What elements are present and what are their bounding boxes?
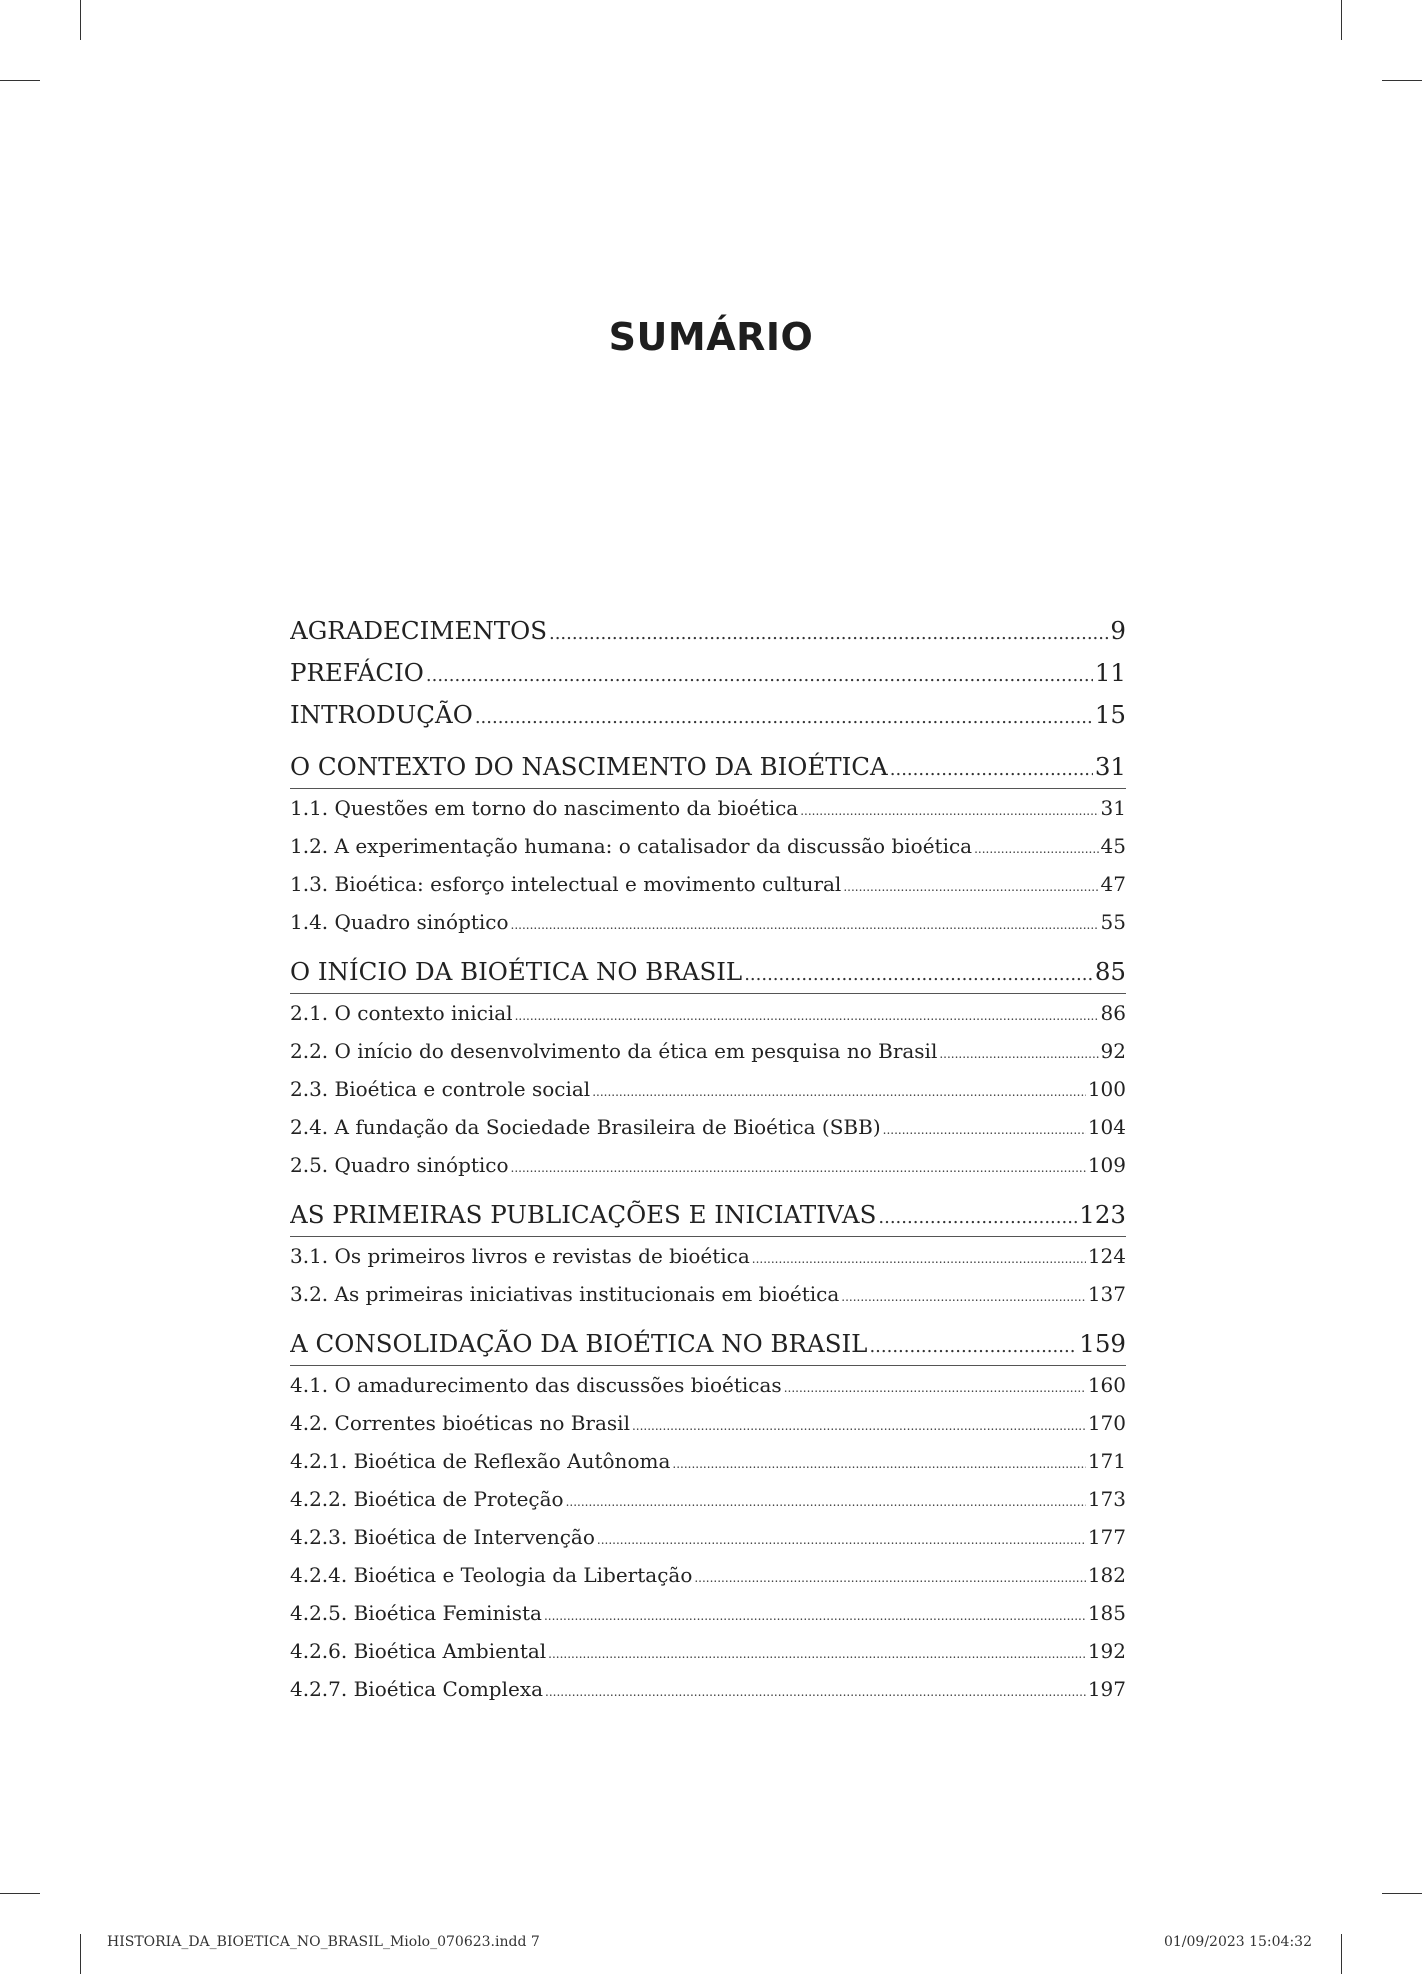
toc-section-label: 4.2.7. Bioética Complexa: [290, 1677, 544, 1701]
dot-leader: [883, 1111, 1086, 1146]
toc-section-label: 4.2.5. Bioética Feminista: [290, 1601, 542, 1625]
toc-section-page: 192: [1087, 1639, 1126, 1663]
toc-section-label: 4.2.6. Bioética Ambiental: [290, 1639, 547, 1663]
toc-section-4-2-4: [290, 1556, 1126, 1594]
dot-leader: [597, 1521, 1086, 1556]
toc-section-page: 182: [1087, 1563, 1126, 1587]
footer-file-name: HISTORIA_DA_BIOETICA_NO_BRASIL_Miolo_070623.indd 7: [107, 1934, 540, 1950]
toc-entry-label: INTRODUÇÃO: [290, 700, 473, 729]
dot-leader: [672, 1445, 1085, 1480]
toc-chapter-page: 31: [1094, 752, 1126, 781]
toc-section-1-1: [290, 789, 1126, 827]
toc-section-3-1: [290, 1237, 1126, 1275]
dot-leader: [939, 1035, 1098, 1070]
toc-chapter-page: 85: [1094, 957, 1126, 986]
toc-section-page: 92: [1100, 1039, 1126, 1063]
dot-leader: [974, 830, 1098, 865]
toc-entry-label: PREFÁCIO: [290, 658, 424, 687]
toc-section-4-1: [290, 1366, 1126, 1404]
toc-chapter-page: 159: [1079, 1329, 1126, 1358]
toc-section-label: 3.2. As primeiras iniciativas institucionais em bioética: [290, 1282, 840, 1306]
toc-section-2-3: [290, 1070, 1126, 1108]
toc-chapter-page: 123: [1079, 1200, 1126, 1229]
toc-section-page: 55: [1100, 910, 1126, 934]
dot-leader: [545, 1673, 1086, 1708]
toc-section-page: 100: [1087, 1077, 1126, 1101]
crop-mark-bottom-right-h: [1382, 1893, 1422, 1894]
toc-section-4-2: [290, 1404, 1126, 1442]
toc-section-label: 3.1. Os primeiros livros e revistas de bioética: [290, 1244, 750, 1268]
toc-section-page: 45: [1100, 834, 1126, 858]
page-title: SUMÁRIO: [608, 315, 814, 360]
dot-leader: [592, 1073, 1086, 1108]
toc-section-page: 104: [1087, 1115, 1126, 1139]
toc-section-label: 2.2. O início do desenvolvimento da ética em pesquisa no Brasil: [290, 1039, 938, 1063]
toc-entry-introducao: [290, 694, 1126, 736]
dot-leader: [744, 954, 1093, 993]
dot-leader: [869, 1326, 1077, 1365]
toc-section-page: 171: [1087, 1449, 1126, 1473]
toc-entry-page: 15: [1094, 700, 1126, 729]
dot-leader: [548, 1635, 1086, 1670]
toc-chapter-label: O INÍCIO DA BIOÉTICA NO BRASIL: [290, 957, 743, 986]
crop-mark-bottom-left-h: [0, 1893, 40, 1894]
toc-section-1-2: [290, 827, 1126, 865]
toc-section-2-1: [290, 994, 1126, 1032]
toc-section-3-2: [290, 1275, 1126, 1313]
toc-section-label: 1.3. Bioética: esforço intelectual e movimento cultural: [290, 872, 842, 896]
crop-mark-bottom-left: [80, 1934, 81, 1974]
dot-leader: [800, 792, 1098, 827]
toc-section-4-2-3: [290, 1518, 1126, 1556]
toc-section-1-3: [290, 865, 1126, 903]
dot-leader: [843, 868, 1098, 903]
toc-chapter-2: [290, 951, 1126, 993]
toc-section-label: 2.3. Bioética e controle social: [290, 1077, 591, 1101]
dot-leader: [515, 997, 1099, 1032]
dot-leader: [475, 697, 1093, 736]
toc-section-page: 173: [1087, 1487, 1126, 1511]
dot-leader: [878, 1197, 1077, 1236]
toc-chapter-1: [290, 746, 1126, 788]
toc-entry-page: 9: [1110, 616, 1126, 645]
toc-chapter-label: A CONSOLIDAÇÃO DA BIOÉTICA NO BRASIL: [290, 1329, 868, 1358]
toc-entry-label: AGRADECIMENTOS: [290, 616, 547, 645]
toc-section-1-4: [290, 903, 1126, 941]
toc-chapter-label: O CONTEXTO DO NASCIMENTO DA BIOÉTICA: [290, 752, 888, 781]
toc-section-page: 160: [1087, 1373, 1126, 1397]
table-of-contents: [290, 610, 1126, 1708]
dot-leader: [890, 749, 1093, 788]
toc-section-label: 4.1. O amadurecimento das discussões bioéticas: [290, 1373, 782, 1397]
toc-section-4-2-6: [290, 1632, 1126, 1670]
toc-section-label: 4.2.2. Bioética de Proteção: [290, 1487, 564, 1511]
toc-section-page: 124: [1087, 1244, 1126, 1268]
toc-chapter-4: [290, 1323, 1126, 1365]
toc-section-page: 137: [1087, 1282, 1126, 1306]
dot-leader: [426, 655, 1093, 694]
toc-section-page: 31: [1100, 796, 1126, 820]
toc-section-4-2-1: [290, 1442, 1126, 1480]
crop-mark-bottom-right: [1341, 1934, 1342, 1974]
toc-section-2-5: [290, 1146, 1126, 1184]
dot-leader: [511, 906, 1099, 941]
toc-section-label: 1.2. A experimentação humana: o catalisador da discussão bioética: [290, 834, 973, 858]
toc-section-page: 197: [1087, 1677, 1126, 1701]
toc-section-label: 2.5. Quadro sinóptico: [290, 1153, 509, 1177]
toc-section-label: 2.4. A fundação da Sociedade Brasileira de Bioética (SBB): [290, 1115, 881, 1139]
toc-section-4-2-7: [290, 1670, 1126, 1708]
toc-section-page: 177: [1087, 1525, 1126, 1549]
crop-mark-top-right: [1341, 0, 1342, 40]
toc-entry-page: 11: [1094, 658, 1126, 687]
toc-section-label: 1.1. Questões em torno do nascimento da bioética: [290, 796, 799, 820]
toc-section-label: 2.1. O contexto inicial: [290, 1001, 513, 1025]
dot-leader: [632, 1407, 1086, 1442]
toc-entry-agradecimentos: [290, 610, 1126, 652]
toc-section-page: 47: [1100, 872, 1126, 896]
dot-leader: [841, 1278, 1086, 1313]
toc-chapter-label: AS PRIMEIRAS PUBLICAÇÕES E INICIATIVAS: [290, 1200, 877, 1229]
toc-section-page: 86: [1100, 1001, 1126, 1025]
dot-leader: [694, 1559, 1085, 1594]
toc-section-page: 109: [1087, 1153, 1126, 1177]
toc-section-4-2-2: [290, 1480, 1126, 1518]
toc-section-2-4: [290, 1108, 1126, 1146]
toc-section-2-2: [290, 1032, 1126, 1070]
toc-section-label: 4.2.3. Bioética de Intervenção: [290, 1525, 595, 1549]
footer-datetime: 01/09/2023 15:04:32: [1163, 1934, 1312, 1950]
toc-chapter-3: [290, 1194, 1126, 1236]
toc-section-page: 185: [1087, 1601, 1126, 1625]
crop-mark-top-right-h: [1382, 80, 1422, 81]
toc-section-label: 4.2.4. Bioética e Teologia da Libertação: [290, 1563, 693, 1587]
toc-section-4-2-5: [290, 1594, 1126, 1632]
toc-section-label: 4.2.1. Bioética de Reflexão Autônoma: [290, 1449, 671, 1473]
dot-leader: [784, 1369, 1086, 1404]
crop-mark-top-left-h: [0, 80, 40, 81]
dot-leader: [566, 1483, 1086, 1518]
dot-leader: [544, 1597, 1086, 1632]
dot-leader: [752, 1240, 1086, 1275]
crop-mark-top-left: [80, 0, 81, 40]
toc-section-page: 170: [1087, 1411, 1126, 1435]
toc-section-label: 1.4. Quadro sinóptico: [290, 910, 509, 934]
dot-leader: [511, 1149, 1086, 1184]
dot-leader: [549, 613, 1108, 652]
toc-section-label: 4.2. Correntes bioéticas no Brasil: [290, 1411, 630, 1435]
toc-entry-prefacio: [290, 652, 1126, 694]
